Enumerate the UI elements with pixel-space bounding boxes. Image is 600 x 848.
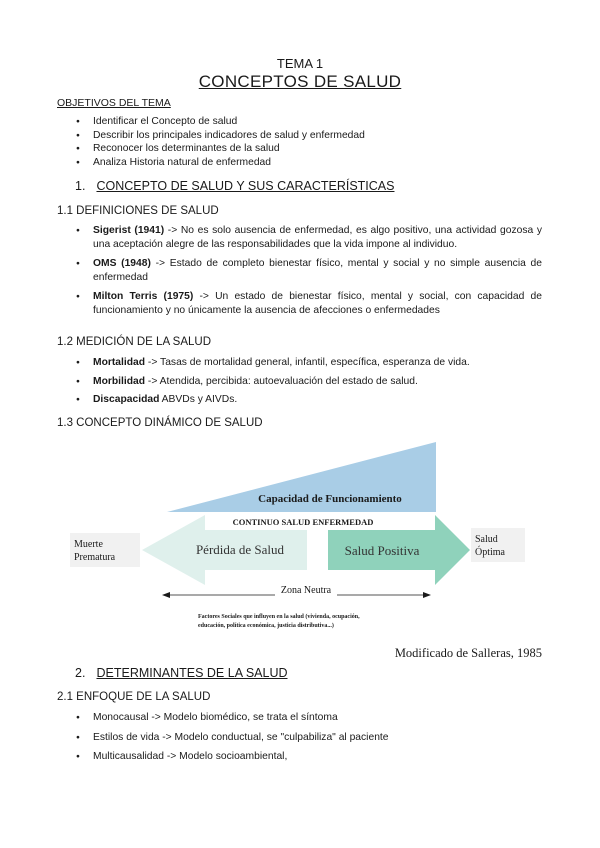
section-2-heading [75,666,288,680]
diagram-caption: Modificado de Salleras, 1985 [394,646,542,660]
premature-death-line2: Prematura [74,552,116,563]
section-number: 1. [75,179,86,193]
subsection-2-1-heading: 2.1 ENFOQUE DE LA SALUD [57,691,211,703]
neutral-arrow-right-head [423,592,431,598]
neutral-arrow-left-head [162,592,170,598]
measure-term: Morbilidad [93,375,146,387]
objectives-list [57,115,547,169]
measure-text: -> Tasas de mortalidad general, infantil, específica, esperanza de vida. [145,357,470,368]
list-item: ● Analiza Historia natural de enfermedad [57,156,547,170]
measure-term: Mortalidad [93,357,146,368]
factors-line1: Factores Sociales que influyen en la salud (vivienda, ocupación, [198,614,360,620]
positive-label: Salud Positiva [344,543,420,558]
definition-text: -> No es solo ausencia de enfermedad, es algo positivo, una actividad gozosa y una aceptación alegre de las responsabilidades que la vida impone al individuo. [93,225,542,250]
list-item: ● Estilos de vida -> Modelo conductual, se "culpabiliza" al paciente [57,731,542,745]
premature-death-line1: Muerte [74,539,103,550]
optimal-health-line1: Salud [475,534,498,545]
definitions-list [57,224,542,324]
optimal-health-line2: Óptima [475,547,505,558]
health-continuum-diagram [60,440,550,665]
loss-label: Pérdida de Salud [195,542,285,557]
capacity-label: Capacidad de Funcionamiento [258,493,402,505]
neutral-zone-label: Zona Neutra [280,585,332,596]
section-title: DETERMINANTES DE LA SALUD [96,666,288,680]
definition-term: OMS (1948) [93,258,151,270]
list-item [57,257,542,284]
list-item [57,393,542,407]
list-item [57,224,542,251]
subsection-1-3-heading: 1.3 CONCEPTO DINÁMICO DE SALUD [57,417,263,429]
list-item: ● Reconocer los determinantes de la salud [57,142,547,156]
measure-text: ABVDs y AIVDs. [159,394,238,406]
section-number: 2. [75,666,86,680]
list-item [57,290,542,317]
section-title: CONCEPTO DE SALUD Y SUS CARACTERÍSTICAS [96,179,395,193]
list-item: ● Describir los principales indicadores de salud y enfermedad [57,129,547,143]
objectives-heading: OBJETIVOS DEL TEMA [57,97,171,109]
measure-text: -> Atendida, percibida: autoevaluación del estado de salud. [145,375,418,387]
list-item [57,356,542,370]
definition-text: -> Estado de completo bienestar físico, mental y social y no simple ausencia de enfermedad [93,258,542,283]
list-item: ● Monocausal -> Modelo biomédico, se trata el síntoma [57,711,542,725]
subsection-1-1-heading: 1.1 DEFINICIONES DE SALUD [57,205,219,217]
tema-label: TEMA 1 [276,56,324,71]
page-title: CONCEPTOS DE SALUD [198,72,402,91]
definition-term: Milton Terris (1975) [93,291,194,303]
measure-term: Discapacidad [93,394,160,406]
list-item: ● Identificar el Concepto de salud [57,115,547,129]
list-item [57,375,542,389]
factors-line2: educación, política económica, justicia distributiva...) [198,623,334,629]
approach-list [57,711,542,770]
subsection-1-2-heading: 1.2 MEDICIÓN DE LA SALUD [57,336,212,348]
list-item: ● Multicausalidad -> Modelo socioambiental, [57,750,542,764]
definition-term: Sigerist (1941) [93,225,165,236]
measurement-list [57,356,542,412]
section-1-heading [75,179,394,193]
continuum-label: CONTINUO SALUD ENFERMEDAD [232,517,374,527]
definition-text: -> Un estado de bienestar físico, mental y social, con capacidad de funcionamiento y no únicamente la ausencia de afecciones o enfermedades [93,291,542,316]
